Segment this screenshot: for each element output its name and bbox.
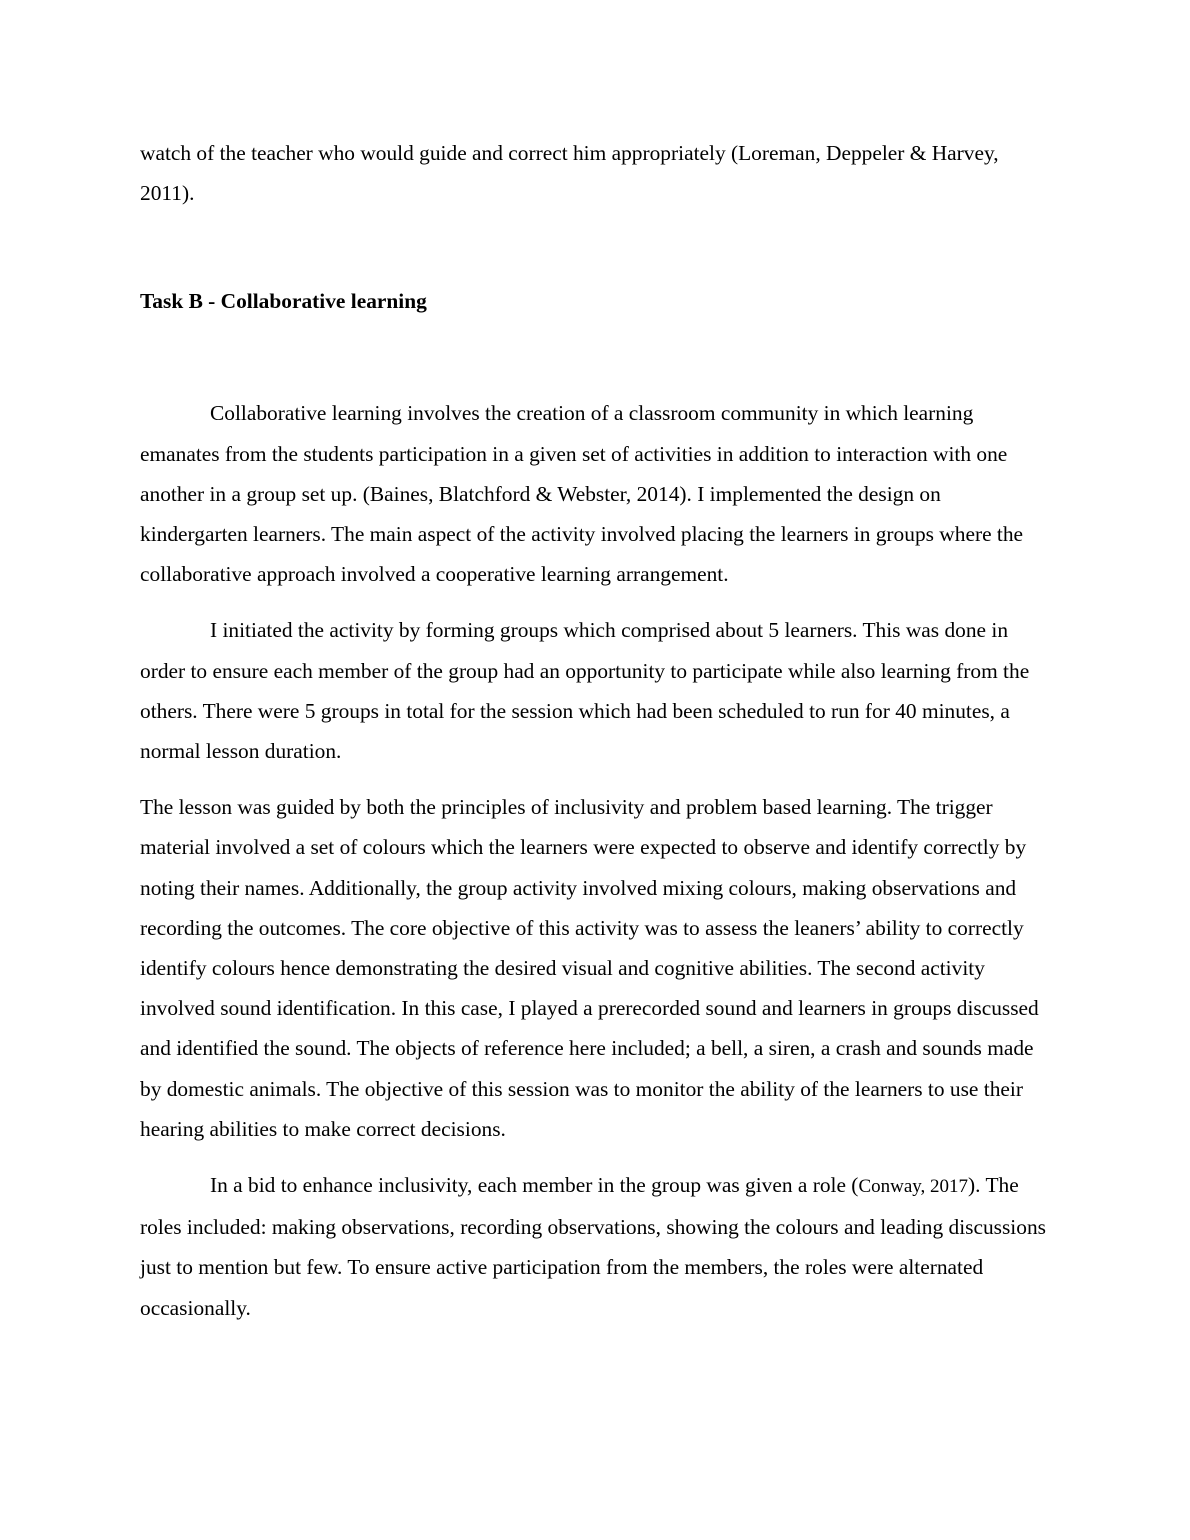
- section-heading: Task B - Collaborative learning: [140, 289, 427, 314]
- body-paragraph-roles: [140, 1165, 1052, 1328]
- body-paragraph: Collaborative learning involves the creation of a classroom community in which learning emanates from the students participation in a given set of activities in addition to interaction with one another in a group set up. (Baines, Blatchford & Webster, 2014). I implemented the design on kindergarten learners. The main aspect of the activity involved placing the learners in groups where the collaborative approach involved a cooperative learning arrangement.: [140, 401, 1024, 587]
- document-page: [140, 133, 1052, 1328]
- text-run: ). The roles included: making observations, recording observations, showing the colours and leading discussions just to mention but few. To ensure active participation from the members, the roles were alternated occasionally.: [140, 1173, 1046, 1320]
- body-paragraph: I initiated the activity by forming groups which comprised about 5 learners. This was done in order to ensure each member of the group had an opportunity to participate while also learning from the others. There were 5 groups in total for the session which had been scheduled to run for 40 minutes, a normal lesson duration.: [140, 618, 1030, 764]
- text-run: In a bid to enhance inclusivity, each member in the group was given a role (: [210, 1173, 859, 1198]
- citation: Conway, 2017: [858, 1176, 969, 1198]
- body-paragraph: The lesson was guided by both the principles of inclusivity and problem based learning. The trigger material involved a set of colours which the learners were expected to observe and identify correctly by noting their names. Additionally, the group activity involved mixing colours, making observations and recording the outcomes. The core objective of this activity was to assess the leaners’ ability to correctly identify colours hence demonstrating the desired visual and cognitive abilities. The second activity involved sound identification. In this case, I played a prerecorded sound and learners in groups discussed and identified the sound. The objects of reference here included; a bell, a siren, a crash and sounds made by domestic animals. The objective of this session was to monitor the ability of the learners to use their hearing abilities to make correct decisions.: [140, 795, 1039, 1141]
- continuation-paragraph: watch of the teacher who would guide and correct him appropriately (Loreman, Deppeler & Harvey, 2011).: [140, 141, 999, 206]
